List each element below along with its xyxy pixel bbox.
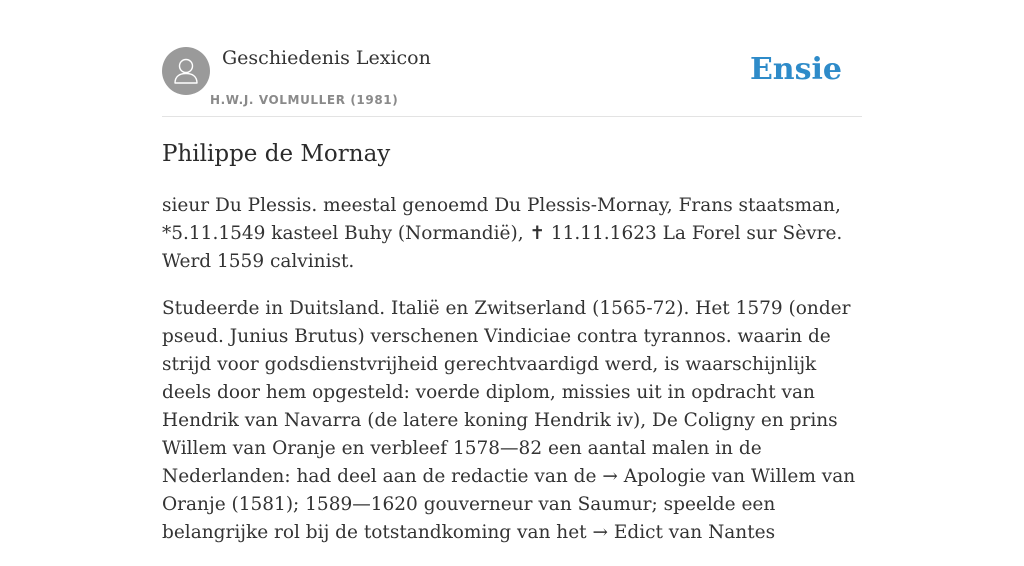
author-name[interactable]: H.W.J. VOLMULLER (1981) <box>210 93 399 107</box>
article-title: Philippe de Mornay <box>162 141 391 167</box>
brand-logo[interactable]: Ensie <box>749 52 842 87</box>
user-icon <box>162 47 210 95</box>
avatar[interactable] <box>162 47 210 95</box>
paragraph: Studeerde in Duitsland. Italië en Zwitserland (1565-72). Het 1579 (onder pseud. Junius Brutus) verschenen Vindiciae contra tyrannos. waarin de strijd voor godsdienstvrijheid gerechtvaardigd werd, is waarschijnlijk deels door hem opgesteld: voerde diplom, missies uit in opdracht van Hendrik van Navarra (de latere koning Hendrik iv), De Coligny en prins Willem van Oranje en verbleef 1578—82 een aantal malen in de Nederlanden: had deel aan de redactie van de → Apologie van Willem van Oranje (1581); 1589—1620 gouverneur van Saumur; speelde een belangrijke rol bij de totstandkoming van het → Edict van Nantes <box>162 298 856 543</box>
header <box>162 46 862 117</box>
paragraph: sieur Du Plessis. meestal genoemd Du Plessis-Mornay, Frans staatsman, *5.11.1549 kasteel Buhy (Normandië), ✝ 11.11.1623 La Forel sur Sèvre. Werd 1559 calvinist. <box>162 195 843 272</box>
article-body <box>162 192 866 566</box>
lexicon-title[interactable]: Geschiedenis Lexicon <box>222 47 431 69</box>
